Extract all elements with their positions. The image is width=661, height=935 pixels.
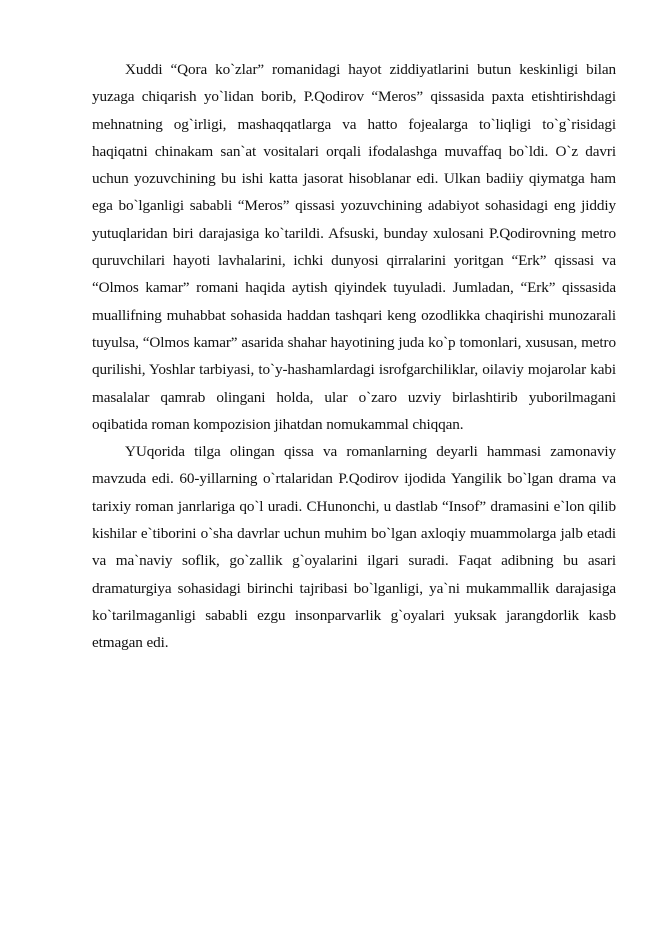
document-page [92,56,616,657]
body-paragraph: YUqorida tilga olingan qissa va romanlarning deyarli hammasi zamonaviy mavzuda edi. 60-yillarning o`rtalaridan P.Qodirov ijodida Yangilik bo`lgan drama va tarixiy roman janrlariga qo`l uradi. CHunonchi, u dastlab “Insof” dramasini e`lon qilib kishilar e`tiborini o`sha davrlar uchun muhim bo`lgan axloqiy muammolarga jalb etadi va ma`naviy soflik, go`zallik g`oyalarini ilgari suradi. Faqat adibning bu asari dramaturgiya sohasidagi birinchi tajribasi bo`lganligi, ya`ni mukammallik darajasiga ko`tarilmaganligi sababli ezgu insonparvarlik g`oyalari yuksak jarangdorlik kasb etmagan edi. [92,443,616,652]
body-paragraph: Xuddi “Qora ko`zlar” romanidagi hayot ziddiyatlarini butun keskinligi bilan yuzaga chiqarish yo`lidan borib, P.Qodirov “Meros” qissasida paxta etishtirishdagi mehnatning og`irligi, mashaqqatlarga va hatto fojealarga to`liqligi to`g`risidagi haqiqatni chinakam san`at vositalari orqali ifodalashga muvaffaq bo`ldi. O`z davri uchun yozuvchining bu ishi katta jasorat hisoblanar edi. Ulkan badiiy qiymatga ham ega bo`lganligi sababli “Meros” qissasi yozuvchining adabiyot sohasidagi eng jiddiy yutuqlaridan biri darajasiga ko`tarildi. Afsuski, bunday xulosani P.Qodirovning metro quruvchilari hayoti lavhalarini, ichki dunyosi qirralarini yoritgan “Erk” qissasi va “Olmos kamar” romani haqida aytish qiyindek tuyuladi. Jumladan, “Erk” qissasida muallifning muhabbat sohasida haddan tashqari keng ozodlikka chaqirishi munozarali tuyulsa, “Olmos kamar” asarida shahar hayotining juda ko`p tomonlari, xususan, metro qurilishi, Yoshlar tarbiyasi, to`y-hashamlardagi isrofgarchiliklar, oilaviy mojarolar kabi masalalar qamrab olingani holda, ular o`zaro uzviy birlashtirib yuborilmagani oqibatida roman kompozision jihatdan nomukammal chiqqan. [92,61,616,433]
